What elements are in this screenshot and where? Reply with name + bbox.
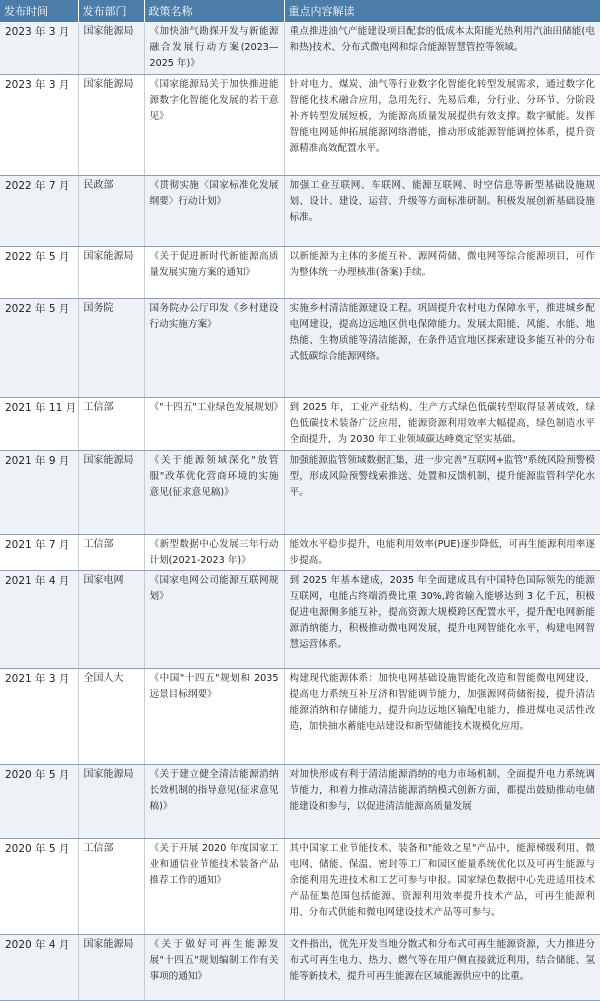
cell-org: 国家能源局 bbox=[78, 22, 144, 74]
cell-date: 2022 年 5 月 bbox=[0, 246, 78, 298]
header-date: 发布时间 bbox=[0, 0, 78, 22]
cell-date: 2020 年 4 月 bbox=[0, 934, 78, 1000]
cell-policy-name: 《加快油气勘探开发与新能源融合发展行动方案(2023—2025 年)》 bbox=[144, 22, 284, 74]
cell-org: 国家能源局 bbox=[78, 764, 144, 838]
table-row bbox=[0, 838, 600, 934]
table-row bbox=[0, 74, 600, 175]
cell-date: 2021 年 4 月 bbox=[0, 570, 78, 668]
cell-summary: 加强工业互联网、车联网、能源互联网、时空信息等新型基础设施规划、设计、建设、运营、升级等方面标准研制。积极发展创新基础设施标准。 bbox=[284, 175, 600, 246]
cell-org: 国家能源局 bbox=[78, 934, 144, 1000]
cell-date: 2022 年 5 月 bbox=[0, 298, 78, 397]
cell-policy-name: 《关于开展 2020 年度国家工业和通信业节能技术装备产品推荐工作的通知》 bbox=[144, 838, 284, 934]
cell-date: 2020 年 5 月 bbox=[0, 838, 78, 934]
table-row bbox=[0, 246, 600, 298]
cell-summary: 其中国家工业节能技术、装备和"能效之星"产品中，能源梯级利用、微电网、储能、保温、密封等工厂和园区能量系统优化以及可再生能源与余能利用先进技术和工艺可参与申报。国家绿色数据中心先进适用技术产品征集范围包括能源、资源利用效率提升技术产品，可再生能源利用、分布式供能和微电网建设技术产品等可参与。 bbox=[284, 838, 600, 934]
cell-summary: 针对电力、煤炭、油气等行业数字化智能化转型发展需求，通过数字化智能化技术融合应用，急用先行、先易后难，分行业、分环节、分阶段补齐转型发展短板，为能源高质量发展提供有效支撑。数字赋能。发挥智能电网延伸拓展能源网络潜能，推动形成能源智能调控体系，提升资源精准高效配置水平。 bbox=[284, 74, 600, 175]
cell-policy-name: 《中国"十四五"规划和 2035 远景目标纲要》 bbox=[144, 668, 284, 764]
cell-summary: 文件指出，优先开发当地分散式和分布式可再生能源资源，大力推进分布式可再生电力、热力、燃气等在用户侧直接就近利用，结合储能、氢能等新技术，提升可再生能源在区域能源供应中的比重。 bbox=[284, 934, 600, 1000]
cell-summary: 对加快形成有利于清洁能源消纳的电力市场机制、全面提升电力系统调节能力，和着力推动清洁能源消纳模式创新方面，都提出鼓励推动电储能建设和参与，以促进清洁能源高质量发展 bbox=[284, 764, 600, 838]
cell-org: 全国人大 bbox=[78, 668, 144, 764]
cell-summary: 到 2025 年，工业产业结构、生产方式绿色低碳转型取得显著成效，绿色低碳技术装备广泛应用，能源资源利用效率大幅提高，绿色制造水平全面提升，为 2030 年工业领域碳达峰奠定坚实基础。 bbox=[284, 397, 600, 450]
header-summary: 重点内容解读 bbox=[284, 0, 600, 22]
cell-org: 国家能源局 bbox=[78, 246, 144, 298]
cell-date: 2021 年 7 月 bbox=[0, 534, 78, 570]
cell-org: 国务院 bbox=[78, 298, 144, 397]
cell-summary: 以新能源为主体的多能互补、源网荷储、微电网等综合能源项目，可作为整体统一办理核准(备案)手续。 bbox=[284, 246, 600, 298]
cell-policy-name: 《新型数据中心发展三年行动计划(2021-2023 年)》 bbox=[144, 534, 284, 570]
cell-summary: 能效水平稳步提升，电能利用效率(PUE)逐步降低，可再生能源利用率逐步提高。 bbox=[284, 534, 600, 570]
cell-date: 2021 年 11 月 bbox=[0, 397, 78, 450]
cell-policy-name: 《国家能源局关于加快推进能源数字化智能化发展的若干意见》 bbox=[144, 74, 284, 175]
cell-policy-name: 国务院办公厅印发《乡村建设行动实施方案》 bbox=[144, 298, 284, 397]
cell-policy-name: 《关于建立健全清洁能源消纳长效机制的指导意见(征求意见稿)》 bbox=[144, 764, 284, 838]
table-row bbox=[0, 22, 600, 74]
cell-date: 2023 年 3 月 bbox=[0, 74, 78, 175]
table-row bbox=[0, 450, 600, 534]
cell-date: 2023 年 3 月 bbox=[0, 22, 78, 74]
table-header-row bbox=[0, 0, 600, 22]
table-row bbox=[0, 175, 600, 246]
cell-policy-name: 《关于做好可再生能源发展"十四五"规划编制工作有关事项的通知》 bbox=[144, 934, 284, 1000]
cell-org: 工信部 bbox=[78, 534, 144, 570]
cell-policy-name: 《关于促进新时代新能源高质量发展实施方案的通知》 bbox=[144, 246, 284, 298]
header-name: 政策名称 bbox=[144, 0, 284, 22]
table-row bbox=[0, 298, 600, 397]
cell-org: 工信部 bbox=[78, 397, 144, 450]
cell-policy-name: 《"十四五"工业绿色发展规划》 bbox=[144, 397, 284, 450]
cell-policy-name: 《贯彻实施〈国家标准化发展纲要〉行动计划》 bbox=[144, 175, 284, 246]
cell-summary: 重点推进油气产能建设项目配套的低成本太阳能光热利用汽油田储能(电和热)技术、分布式微电网和综合能源智慧管控等领域。 bbox=[284, 22, 600, 74]
header-org: 发布部门 bbox=[78, 0, 144, 22]
table-row bbox=[0, 570, 600, 668]
cell-summary: 加强能源监管领域数据汇集，进一步完善"互联网+监管"系统风险预警模型，形成风险预警线索推送、处置和反馈机制，提升能源监管科学化水平。 bbox=[284, 450, 600, 534]
cell-org: 工信部 bbox=[78, 838, 144, 934]
cell-org: 国家能源局 bbox=[78, 450, 144, 534]
cell-policy-name: 《关于能源领域深化"放管服"改革优化营商环境的实施意见(征求意见稿)》 bbox=[144, 450, 284, 534]
cell-summary: 到 2025 年基本建成，2035 年全面建成具有中国特色国际领先的能源互联网，电能占终端消费比重 30%,跨省输入能够达到 3 亿千瓦，积极促进电源侧多能互补，提高资源大规模跨区配置水平，提升配电网新能源消纳能力，积极推动微电网发展，提升电网智能化水平，构建电网智慧运营体系。 bbox=[284, 570, 600, 668]
cell-org: 国家电网 bbox=[78, 570, 144, 668]
cell-summary: 构建现代能源体系：加快电网基础设施智能化改造和智能微电网建设，提高电力系统互补互济和智能调节能力，加强源网荷储衔接，提升清洁能源消纳和存储能力，提升向边远地区输配电能力，推进煤电灵活性改造，加快抽水蓄能电站建设和新型储能技术规模化应用。 bbox=[284, 668, 600, 764]
cell-summary: 实施乡村清洁能源建设工程。巩固提升农村电力保障水平，推进城乡配电网建设，提高边远地区供电保障能力。发展太阳能、风能、水能、地热能、生物质能等清洁能源，在条件适宜地区探索建设多能互补的分布式低碳综合能源网络。 bbox=[284, 298, 600, 397]
cell-policy-name: 《国家电网公司能源互联网规划》 bbox=[144, 570, 284, 668]
cell-date: 2020 年 5 月 bbox=[0, 764, 78, 838]
cell-date: 2022 年 7 月 bbox=[0, 175, 78, 246]
cell-org: 国家能源局 bbox=[78, 74, 144, 175]
table-row bbox=[0, 668, 600, 764]
table-row bbox=[0, 764, 600, 838]
cell-date: 2021 年 3 月 bbox=[0, 668, 78, 764]
table-row bbox=[0, 534, 600, 570]
table-row bbox=[0, 934, 600, 1000]
cell-org: 民政部 bbox=[78, 175, 144, 246]
cell-date: 2021 年 9 月 bbox=[0, 450, 78, 534]
table-row bbox=[0, 397, 600, 450]
